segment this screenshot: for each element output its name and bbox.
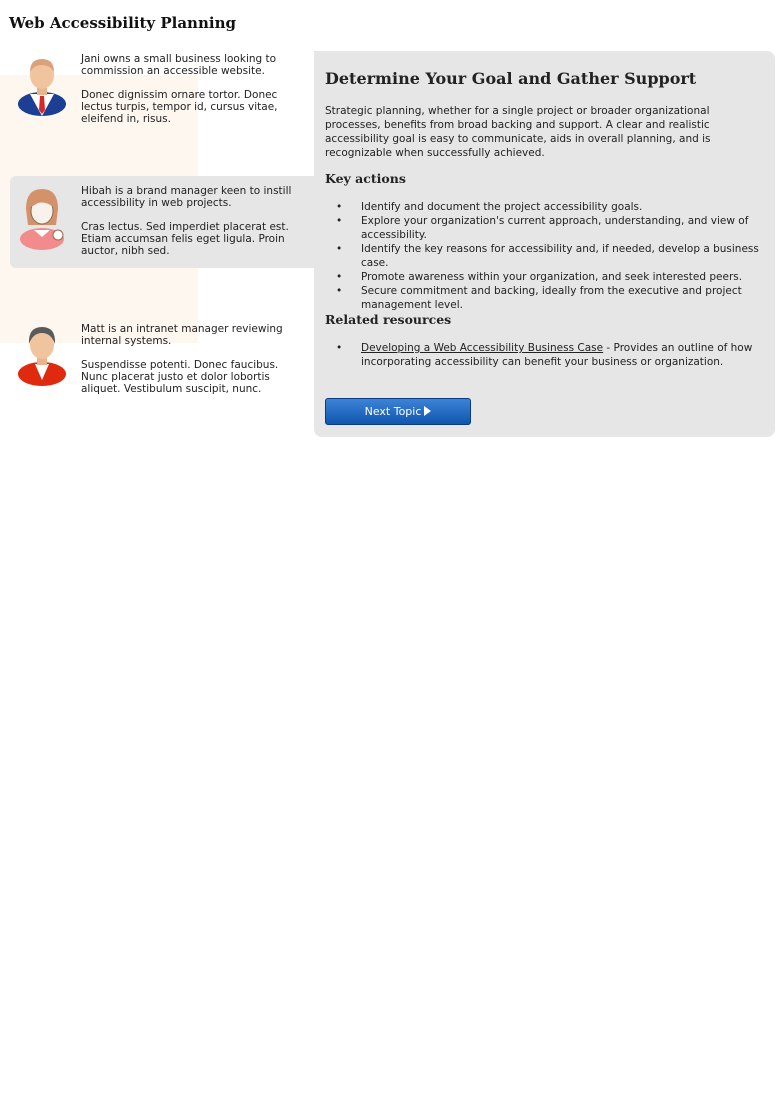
resource-description: - Provides an outline of how incorporating accessibility can benefit your business or organization.: [361, 342, 753, 368]
play-icon: [424, 406, 431, 416]
intro-paragraph: Strategic planning, whether for a single project or broader organizational processes, benefits from broad backing and support. A clear and realistic accessibility goal is easy to communicate, aids in overall planning, and is recognizable when successfully achieved.: [325, 105, 711, 159]
persona-hibah[interactable]: [10, 176, 314, 268]
persona-jani[interactable]: [10, 48, 314, 136]
persona-intro: Jani owns a small business looking to commission an accessible website.: [81, 53, 277, 77]
woman-avatar-icon: [16, 185, 68, 251]
persona-intro: Matt is an intranet manager reviewing internal systems.: [81, 323, 283, 347]
list-item: • Secure commitment and backing, ideally from the executive and project management level.: [325, 284, 764, 312]
list-item: [325, 341, 764, 369]
key-actions-heading: Key actions: [325, 171, 406, 186]
content-panel: [314, 51, 775, 437]
businessman-avatar-icon: [16, 50, 68, 116]
man-avatar-icon: [16, 320, 68, 386]
next-topic-button[interactable]: [325, 398, 471, 425]
persona-intro: Hibah is a brand manager keen to instill accessibility in web projects.: [81, 185, 292, 209]
related-resources-list: [325, 341, 764, 369]
list-item: • Identify the key reasons for accessibility and, if needed, develop a business case.: [325, 242, 764, 270]
list-item: • Promote awareness within your organization, and seek interested peers.: [325, 270, 764, 284]
list-item: • Explore your organization's current approach, understanding, and view of accessibility.: [325, 214, 764, 242]
page-title: Web Accessibility Planning: [9, 14, 236, 32]
persona-detail: Donec dignissim ornare tortor. Donec lectus turpis, tempor id, cursus vitae, eleifend in, risus.: [81, 89, 278, 125]
related-resources-heading: Related resources: [325, 312, 452, 327]
persona-detail: Cras lectus. Sed imperdiet placerat est. Etiam accumsan felis eget ligula. Proin auctor, nibh sed.: [81, 221, 289, 257]
content-title: Determine Your Goal and Gather Support: [325, 69, 697, 88]
persona-matt[interactable]: [10, 318, 314, 398]
list-item: • Identify and document the project accessibility goals.: [325, 200, 764, 214]
next-topic-label: Next Topic: [364, 405, 422, 418]
business-case-link[interactable]: Developing a Web Accessibility Business Case: [361, 342, 604, 354]
persona-detail: Suspendisse potenti. Donec faucibus. Nunc placerat justo et dolor lobortis aliquet. Vestibulum suscipit, nunc.: [81, 359, 279, 395]
key-actions-list: [325, 200, 764, 312]
